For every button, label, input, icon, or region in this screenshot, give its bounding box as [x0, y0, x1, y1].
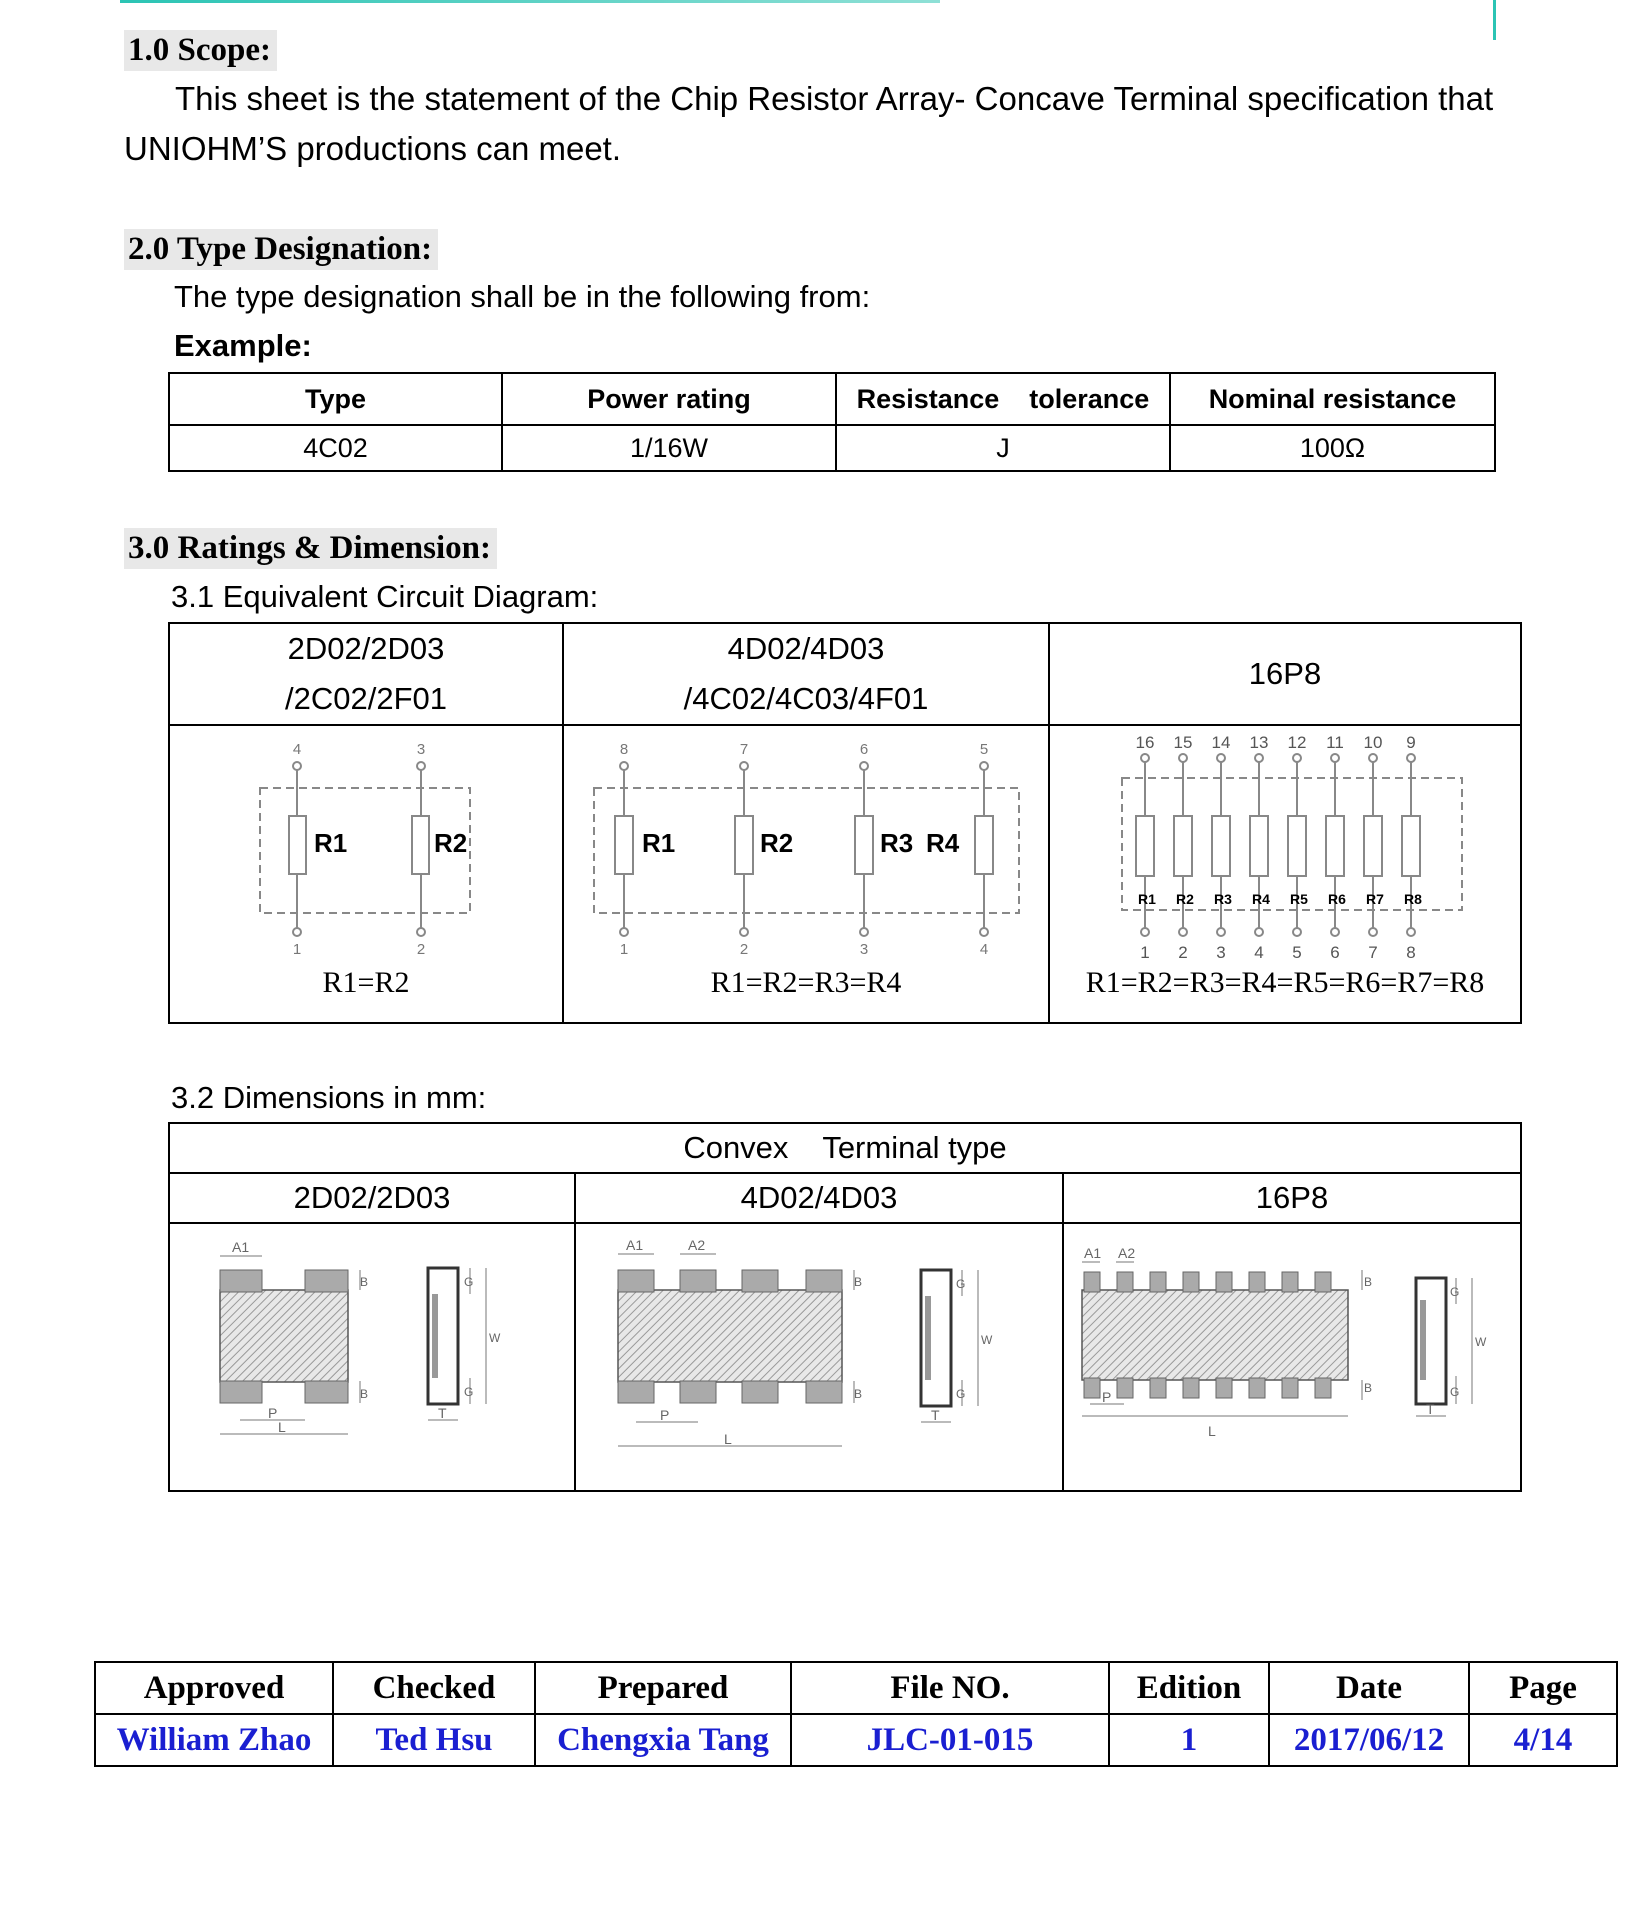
terminal-pad — [1282, 1272, 1298, 1292]
file-no-value: JLC-01-015 — [791, 1714, 1109, 1766]
nominal-resistance-value: 100Ω — [1170, 425, 1495, 471]
dim-label: B — [854, 1387, 863, 1401]
resistor-label: R3 — [880, 828, 914, 858]
terminal-pad — [1183, 1378, 1199, 1398]
resistor-label: R7 — [1366, 891, 1384, 907]
equation-16p8: R1=R2=R3=R4=R5=R6=R7=R8 — [1085, 966, 1485, 999]
terminal-pad — [1117, 1378, 1133, 1398]
dim-label: W — [1475, 1335, 1487, 1349]
dim-label: L — [1208, 1423, 1216, 1439]
circuit-col-2-line2: /4C02/4C03/4F01 — [683, 681, 929, 716]
type-designation-heading: 2.0 Type Designation: — [124, 229, 438, 270]
pin-label: 1 — [292, 941, 302, 958]
right-accent-bar — [1493, 0, 1496, 40]
terminal-pad — [1183, 1272, 1199, 1292]
example-label: Example: — [174, 328, 312, 363]
terminal-pad — [1282, 1378, 1298, 1398]
pin-label: 13 — [1249, 733, 1269, 752]
dim-label: A2 — [1118, 1245, 1136, 1261]
circuit-col-16p8 — [1049, 623, 1521, 725]
circuit-2d02-svg — [170, 726, 562, 966]
circuit-col-2d02 — [169, 623, 563, 725]
dim-label: P — [1102, 1389, 1112, 1405]
dim-label: L — [278, 1419, 286, 1435]
dim-label: G — [1450, 1385, 1460, 1399]
pin-label: 1 — [619, 941, 629, 958]
dimensions-title: 3.2 Dimensions in mm: — [171, 1080, 487, 1115]
checked-header: Checked — [333, 1662, 535, 1714]
dim-label: W — [981, 1333, 993, 1347]
type-designation-intro: The type designation shall be in the following from: — [174, 279, 871, 314]
approval-footer-table — [94, 1661, 1618, 1767]
scope-line-2: UNIOHM’S productions can meet. — [124, 130, 622, 167]
resistor-label: R1 — [314, 828, 348, 858]
resistor-symbol — [1136, 816, 1154, 876]
terminal-pad — [1216, 1378, 1232, 1398]
edition-value: 1 — [1109, 1714, 1269, 1766]
pin-label: 15 — [1173, 733, 1193, 752]
resistor-label: R6 — [1328, 891, 1346, 907]
terminal-pad — [1084, 1378, 1100, 1398]
circuit-4d02-svg — [564, 726, 1048, 966]
dim-label: P — [660, 1407, 670, 1423]
pin-label: 7 — [1368, 943, 1378, 962]
date-header: Date — [1269, 1662, 1469, 1714]
checked-value: Ted Hsu — [333, 1714, 535, 1766]
pin-label: 5 — [1292, 943, 1302, 962]
pin-label: 4 — [979, 941, 989, 958]
prepared-value: Chengxia Tang — [535, 1714, 791, 1766]
circuit-col-3-line1: 16P8 — [1248, 656, 1322, 691]
resistor-symbol — [1250, 816, 1268, 876]
resistor-symbol — [1326, 816, 1344, 876]
dim-label: A2 — [688, 1237, 706, 1253]
ratings-heading: 3.0 Ratings & Dimension: — [124, 528, 497, 569]
pin-label: 6 — [1330, 943, 1340, 962]
dim-label: B — [360, 1387, 369, 1401]
circuit-diagram-table — [168, 622, 1522, 1024]
dim-label: T — [438, 1405, 447, 1421]
dim-col-4d02: 4D02/4D03 — [575, 1173, 1063, 1223]
pin-label: 8 — [1406, 943, 1416, 962]
dim-label: G — [464, 1275, 474, 1289]
dimensions-table — [168, 1122, 1522, 1492]
circuit-diagram-16p8 — [1049, 725, 1521, 1023]
circuit-16p8-leads — [1136, 754, 1420, 936]
pin-label: 8 — [619, 741, 629, 758]
tolerance-value: J — [836, 425, 1170, 471]
circuit-col-4d02 — [563, 623, 1049, 725]
resistor-label: R2 — [434, 828, 468, 858]
pin-label: 4 — [1254, 943, 1264, 962]
power-rating-header: Power rating — [502, 373, 836, 425]
nominal-resistance-header: Nominal resistance — [1170, 373, 1495, 425]
type-value: 4C02 — [169, 425, 502, 471]
pin-label: 7 — [739, 741, 749, 758]
dim-label: T — [931, 1407, 940, 1423]
pin-label: 2 — [416, 941, 426, 958]
dim-drawing-16p8 — [1063, 1223, 1521, 1491]
terminal-pad — [1084, 1272, 1100, 1292]
pin-label: 5 — [979, 741, 989, 758]
terminal-pad — [1150, 1272, 1166, 1292]
date-value: 2017/06/12 — [1269, 1714, 1469, 1766]
dim-2d02-svg — [170, 1224, 574, 1490]
terminal-pad — [1315, 1378, 1331, 1398]
pin-label: 6 — [859, 741, 869, 758]
circuit-diagram-title: 3.1 Equivalent Circuit Diagram: — [171, 579, 599, 614]
scope-heading: 1.0 Scope: — [124, 30, 277, 71]
dim-label: P — [268, 1405, 278, 1421]
pin-label: 11 — [1326, 733, 1344, 752]
terminal-pad — [1150, 1378, 1166, 1398]
resistor-r1-symbol — [289, 816, 306, 874]
type-designation-table — [168, 372, 1496, 472]
circuit-col-1-line2: /2C02/2F01 — [285, 681, 447, 716]
resistor-symbol — [1174, 816, 1192, 876]
dim-label: A1 — [626, 1237, 644, 1253]
pin-label: 2 — [1178, 943, 1188, 962]
dim-label: T — [1426, 1401, 1435, 1417]
dim-drawing-2d02 — [169, 1223, 575, 1491]
dim-label: A1 — [1084, 1245, 1102, 1261]
page-header: Page — [1469, 1662, 1617, 1714]
file-no-header: File NO. — [791, 1662, 1109, 1714]
pin-label: 3 — [859, 941, 869, 958]
resistor-label: R2 — [1176, 891, 1194, 907]
dim-label: A1 — [232, 1239, 250, 1255]
edition-header: Edition — [1109, 1662, 1269, 1714]
dim-label: G — [1450, 1285, 1460, 1299]
page-value: 4/14 — [1469, 1714, 1617, 1766]
pin-label: 16 — [1135, 733, 1155, 752]
equation-2d02: R1=R2 — [322, 966, 410, 999]
resistor-symbol — [1364, 816, 1382, 876]
tolerance-header: Resistance tolerance — [836, 373, 1170, 425]
circuit-col-1-line1: 2D02/2D03 — [287, 631, 445, 666]
dim-col-2d02: 2D02/2D03 — [169, 1173, 575, 1223]
circuit-diagram-4d02 — [563, 725, 1049, 1023]
type-header: Type — [169, 373, 502, 425]
dimensions-header: Convex Terminal type — [169, 1123, 1521, 1173]
pin-label: 10 — [1363, 733, 1383, 752]
circuit-diagram-2d02 — [169, 725, 563, 1023]
circuit-col-2-line1: 4D02/4D03 — [727, 631, 885, 666]
terminal-pad — [1216, 1272, 1232, 1292]
dim-label: B — [360, 1275, 369, 1289]
approved-value: William Zhao — [95, 1714, 333, 1766]
resistor-label: R3 — [1214, 891, 1232, 907]
dim-col-16p8: 16P8 — [1063, 1173, 1521, 1223]
resistor-label: R5 — [1290, 891, 1308, 907]
pin-label: 12 — [1287, 733, 1307, 752]
pin-label: 1 — [1140, 943, 1150, 962]
resistor-label: R1 — [1138, 891, 1156, 907]
resistor-r2-symbol — [412, 816, 429, 874]
terminal-pad — [1315, 1272, 1331, 1292]
resistor-label: R1 — [642, 828, 676, 858]
dim-label: B — [1364, 1381, 1373, 1395]
terminal-pad — [1249, 1272, 1265, 1292]
dim-drawing-4d02 — [575, 1223, 1063, 1491]
terminal-pad — [1117, 1272, 1133, 1292]
resistor-symbol — [1288, 816, 1306, 876]
dim-label: L — [724, 1431, 732, 1447]
power-rating-value: 1/16W — [502, 425, 836, 471]
pin-label: 9 — [1406, 733, 1416, 752]
dim-label: B — [1364, 1275, 1373, 1289]
pin-label: 3 — [416, 741, 426, 758]
terminal-pad — [1249, 1378, 1265, 1398]
pin-label: 14 — [1211, 733, 1231, 752]
dim-label: G — [464, 1385, 474, 1399]
pin-label: 4 — [292, 741, 302, 758]
circuit-16p8-svg — [1050, 726, 1520, 966]
dim-4d02-svg — [576, 1224, 1062, 1490]
resistor-label: R2 — [760, 828, 794, 858]
dim-label: G — [956, 1277, 966, 1291]
top-accent-line — [120, 0, 940, 3]
dim-16p8-svg — [1064, 1224, 1520, 1490]
dim-label: W — [489, 1331, 501, 1345]
approved-header: Approved — [95, 1662, 333, 1714]
equation-4d02: R1=R2=R3=R4 — [710, 966, 902, 999]
scope-line-1: This sheet is the statement of the Chip Resistor Array- Concave Terminal specification that — [175, 80, 1494, 117]
dim-label: B — [854, 1275, 863, 1289]
pin-label: 2 — [739, 941, 749, 958]
resistor-label: R4 — [1252, 891, 1270, 907]
resistor-label: R8 — [1404, 891, 1422, 907]
pin-label: 3 — [1216, 943, 1226, 962]
dim-label: G — [956, 1387, 966, 1401]
resistor-label: R4 — [926, 828, 960, 858]
prepared-header: Prepared — [535, 1662, 791, 1714]
resistor-symbol — [1402, 816, 1420, 876]
resistor-symbol — [1212, 816, 1230, 876]
